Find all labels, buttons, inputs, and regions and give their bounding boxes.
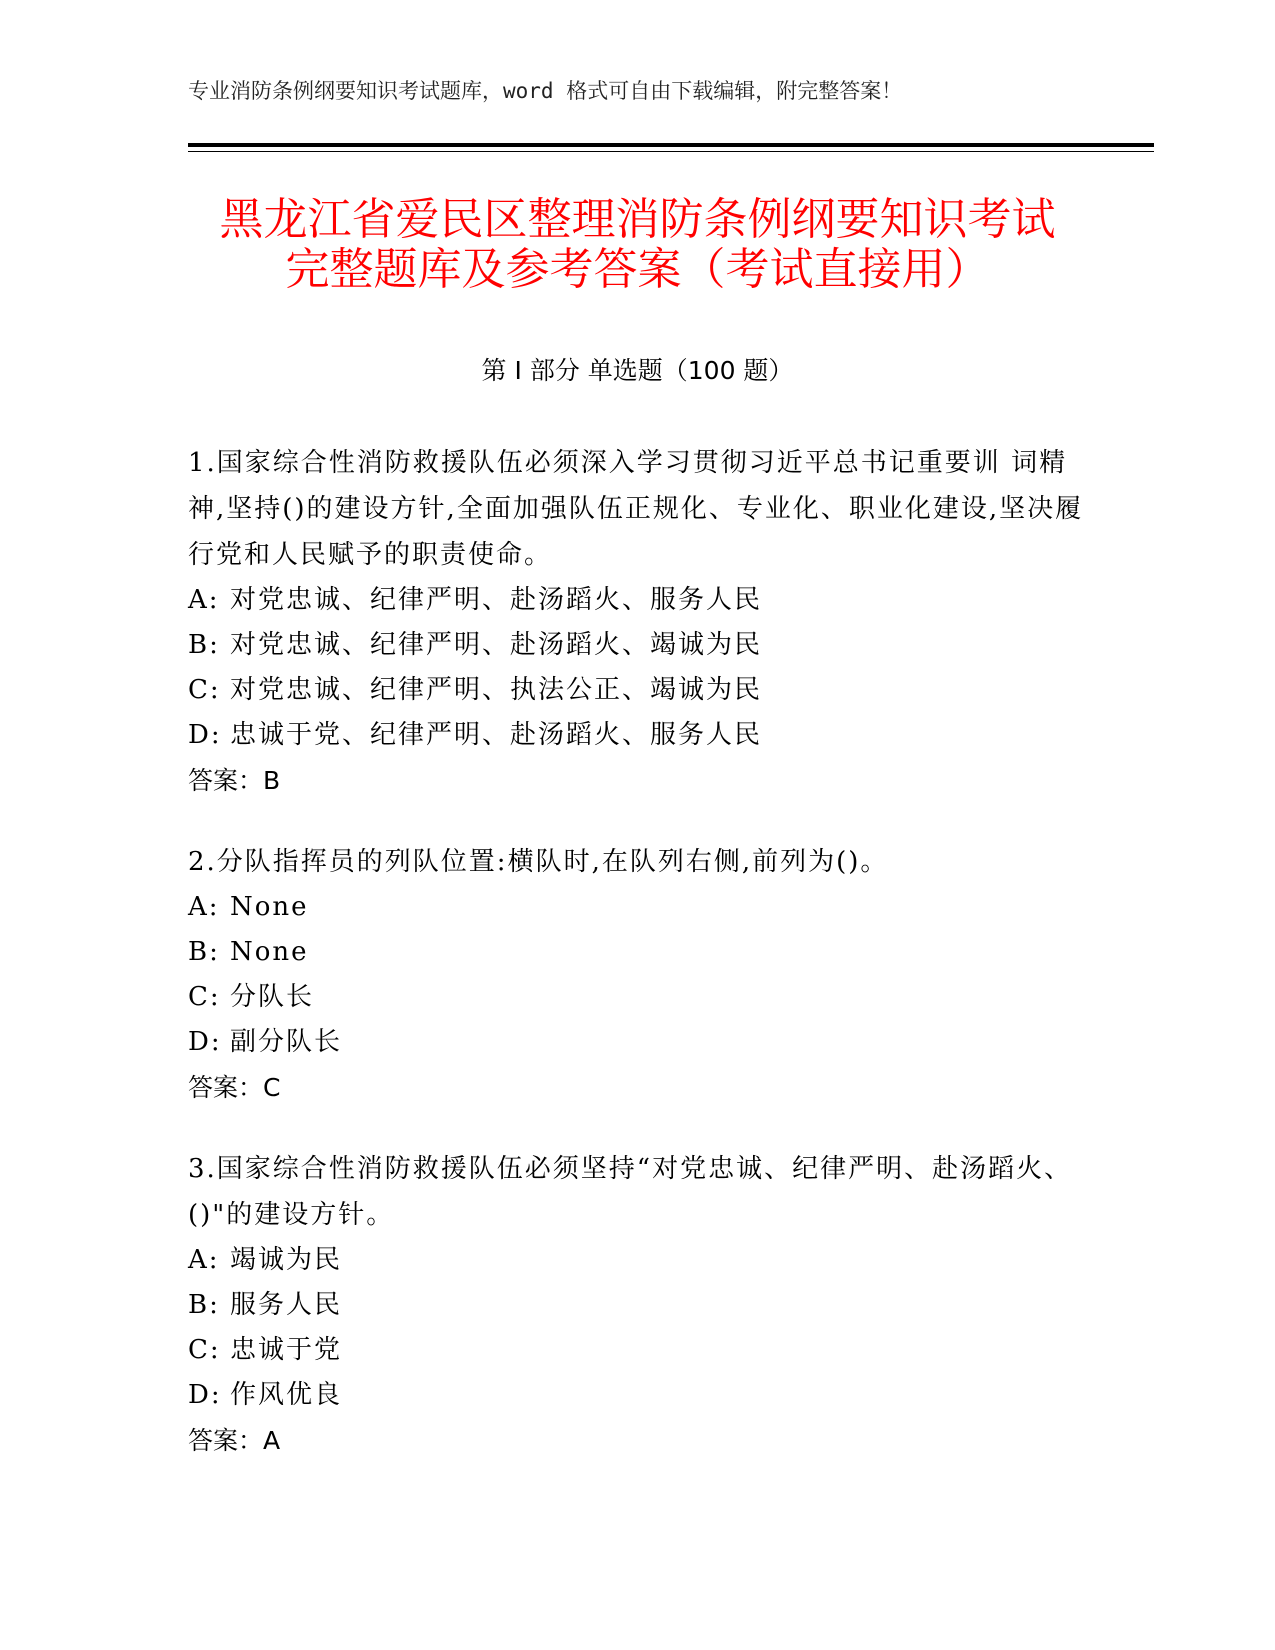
question-stem: 2.分队指挥员的列队位置:横队时,在队列右侧,前列为()。 <box>188 847 889 877</box>
document-title-line-1: 黑龙江省爱民区整理消防条例纲要知识考试 <box>219 194 1056 245</box>
option-b <box>188 623 1088 668</box>
header-note: 专业消防条例纲要知识考试题库，word 格式可自由下载编辑，附完整答案！ <box>188 79 903 103</box>
option-letter: B: <box>188 630 220 660</box>
option-c <box>188 975 1088 1020</box>
question-2 <box>188 839 1088 1110</box>
option-letter: B: <box>188 1290 220 1320</box>
option-b <box>188 930 1088 975</box>
option-letter: C: <box>188 982 221 1012</box>
option-letter: D: <box>188 720 222 750</box>
option-d <box>188 713 1088 758</box>
option-a <box>188 578 1088 623</box>
option-text: 副分队长 <box>230 1027 343 1057</box>
option-text: 对党忠诚、纪律严明、赴汤蹈火、服务人民 <box>230 585 763 615</box>
option-a <box>188 1238 1088 1283</box>
header-rule-thick <box>188 143 1154 147</box>
option-text: 忠诚于党、纪律严明、赴汤蹈火、服务人民 <box>230 720 763 750</box>
option-letter: C: <box>188 675 221 705</box>
question-stem: 1.国家综合性消防救援队伍必须深入学习贯彻习近平总书记重要训 词精神,坚持()的建设方针,全面加强队伍正规化、专业化、职业化建设,坚决履行党和人民赋予的职责使命。 <box>188 448 1084 570</box>
option-letter: C: <box>188 1335 221 1365</box>
question-3 <box>188 1146 1088 1463</box>
option-d <box>188 1020 1088 1065</box>
option-c <box>188 668 1088 713</box>
question-stem: 3.国家综合性消防救援队伍必须坚持“对党忠诚、纪律严明、赴汤蹈火、()"的建设方针。 <box>188 1154 1073 1230</box>
option-b <box>188 1283 1088 1328</box>
option-text: 对党忠诚、纪律严明、执法公正、竭诚为民 <box>230 675 763 705</box>
answer-line: 答案：A <box>188 1426 281 1455</box>
option-letter: D: <box>188 1027 222 1057</box>
header-rule-thin <box>188 151 1154 152</box>
option-text: None <box>230 892 309 922</box>
question-1 <box>188 440 1088 803</box>
option-text: 忠诚于党 <box>230 1335 343 1365</box>
option-text: 服务人民 <box>230 1290 343 1320</box>
option-text: 对党忠诚、纪律严明、赴汤蹈火、竭诚为民 <box>230 630 763 660</box>
option-letter: A: <box>188 892 220 922</box>
option-text: None <box>230 937 309 967</box>
option-a <box>188 885 1088 930</box>
option-letter: D: <box>188 1380 222 1410</box>
answer-line: 答案：C <box>188 1073 281 1102</box>
question-list <box>188 440 1088 1499</box>
option-letter: A: <box>188 1245 220 1275</box>
option-d <box>188 1373 1088 1418</box>
document-title-line-2: 完整题库及参考答案（考试直接用） <box>285 244 990 295</box>
option-text: 作风优良 <box>230 1380 343 1410</box>
option-letter: B: <box>188 937 220 967</box>
option-letter: A: <box>188 585 220 615</box>
section-heading: 第 I 部分 单选题（100 题） <box>481 356 794 385</box>
document-title <box>150 195 1125 295</box>
option-c <box>188 1328 1088 1373</box>
option-text: 分队长 <box>230 982 315 1012</box>
answer-line: 答案：B <box>188 766 281 795</box>
option-text: 竭诚为民 <box>230 1245 343 1275</box>
